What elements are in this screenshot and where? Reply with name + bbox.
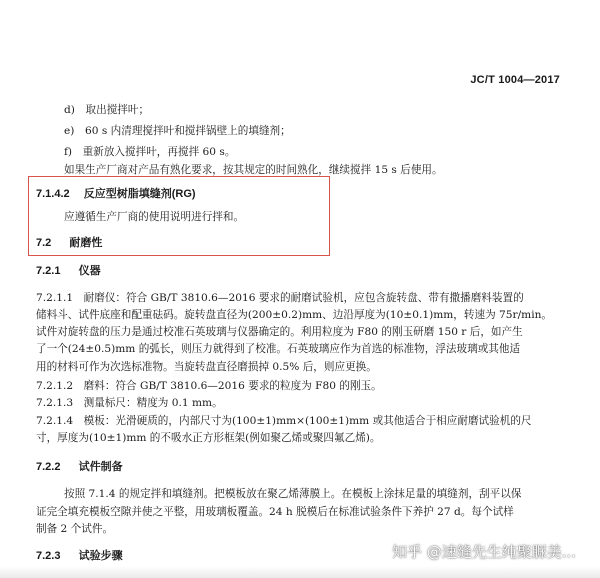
section-title: 反应型树脂填缝剂(RG) [83,188,196,200]
section-title: 试验步骤 [78,550,123,562]
step-e: e) 60 s 内清理搅拌叶和搅拌锅壁上的填缝剂； [64,125,291,137]
section-722-line: 制备 2 个试件。 [36,523,114,535]
section-number: 7.2 [36,237,52,249]
bottom-fade [0,566,600,578]
zhihu-watermark: 知乎 @速缝先生纯聚脲美... [392,543,577,561]
section-722-heading [36,460,123,474]
section-number: 7.2.3 [36,550,61,562]
section-7211-line: 7.2.1.1 耐磨仪：符合 GB/T 3810.6—2016 要求的耐磨试验机，应包含旋转盘、带有撒播磨料装置的 [36,292,524,304]
section-7142-heading [36,187,196,201]
section-title: 试件制备 [78,461,123,473]
section-title: 耐磨性 [69,237,103,249]
section-number: 7.2.1 [36,265,61,277]
section-7142-body: 应遵循生产厂商的使用说明进行拌和。 [64,211,245,223]
step-f: f) 重新放入搅拌叶，再搅拌 60 s。 [64,146,236,158]
section-722-line: 证完全填充模板空隙并使之平整，用玻璃板覆盖。24 h 脱模后在标准试验条件下养护 27 d。每个试样 [36,506,514,518]
standard-code: JC/T 1004—2017 [470,74,560,86]
section-72-heading [36,236,102,250]
section-7211-line: 试件对旋转盘的压力是通过校准石英玻璃与仪器确定的。利用粒度为 F80 的刚玉研磨 150 r 后，如产生 [36,326,523,338]
section-title: 仪器 [78,265,101,277]
section-7213: 7.2.1.3 测量标尺：精度为 0.1 mm。 [36,397,223,409]
section-7211-line: 储料斗、试件底座和配重砝码。旋转盘直径为(200±0.2)mm、边沿厚度为(10±0.1)mm，转速为 75r/min。 [36,309,553,321]
section-722-line: 按照 7.1.4 的规定拌和填缝剂。把模板放在聚乙烯薄膜上。在模板上涂抹足量的填缝剂，刮平以保 [64,488,522,500]
maturation-note: 如果生产厂商对产品有熟化要求，按其规定的时间熟化，继续搅拌 15 s 后使用。 [64,164,443,176]
section-7214-line: 寸，厚度为(10±1)mm 的不吸水正方形框架(例如聚乙烯或聚四氟乙烯)。 [36,432,381,444]
section-7214-line: 7.2.1.4 模板：光滑硬质的，内部尺寸为(100±1)mm×(100±1)mm 或其他适合于相应耐磨试验机的尺 [36,415,532,427]
section-7211-line: 用的材料可作为次选标准物。当旋转盘直径磨损掉 0.5% 后，则应更换。 [36,361,377,373]
section-7212: 7.2.1.2 磨料：符合 GB/T 3810.6—2016 要求的粒度为 F80 的刚玉。 [36,380,382,392]
step-d: d) 取出搅拌叶； [64,104,150,116]
section-721-heading [36,264,101,278]
section-723-heading [36,549,123,563]
section-number: 7.1.4.2 [36,188,70,200]
section-7211-line: 了一个(24±0.5)mm 的弧长，则压力就得到了校准。石英玻璃应作为首选的标准物，浮法玻璃或其他适 [36,343,521,355]
section-number: 7.2.2 [36,461,61,473]
